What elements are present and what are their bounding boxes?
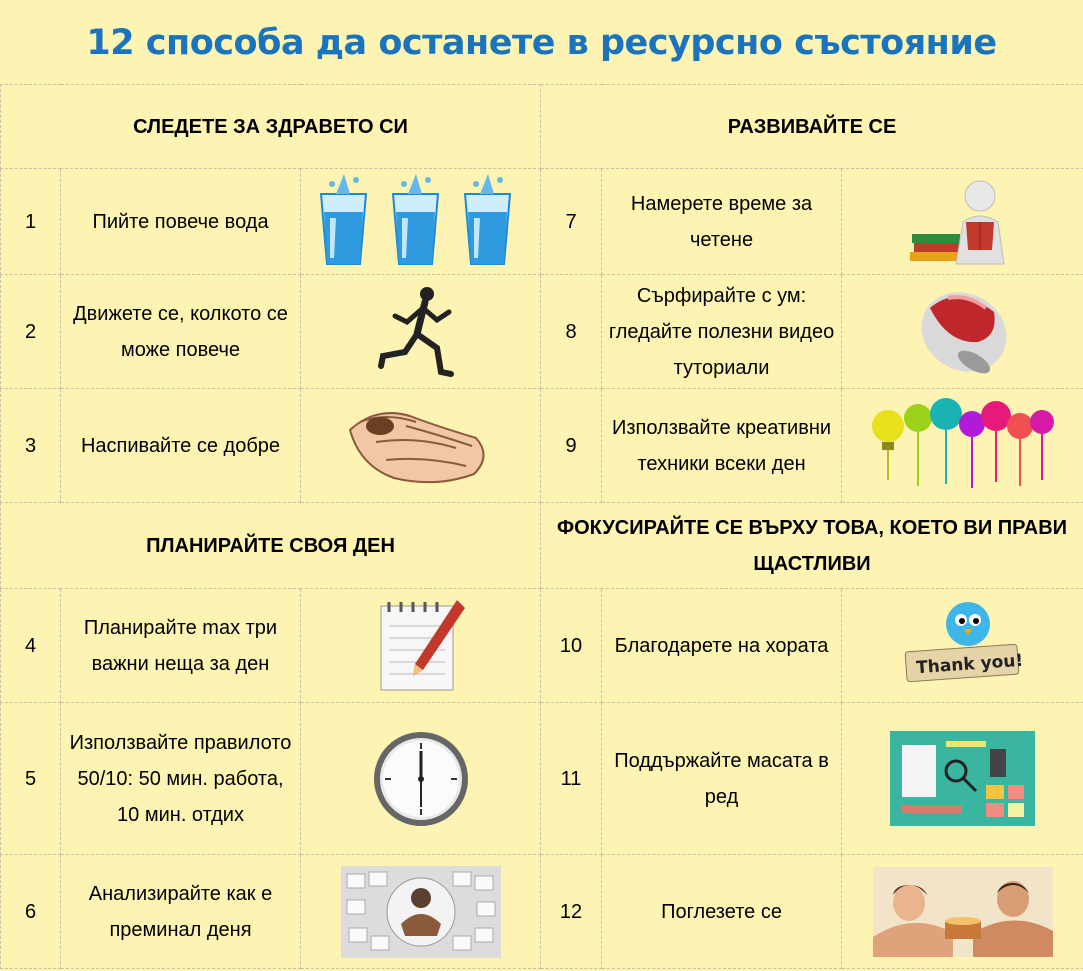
item-number: 5: [1, 703, 61, 855]
item-number: 9: [541, 389, 602, 503]
reading-figure-icon: [842, 169, 1083, 275]
item-text: Поглезете се: [602, 855, 842, 969]
section-title-health: СЛЕДЕТЕ ЗА ЗДРАВЕТО СИ: [1, 85, 541, 169]
table-row: [1, 275, 1083, 389]
spa-couple-icon: [842, 855, 1083, 969]
item-text: Сърфирайте с ум: гледайте полезни видео туториали: [602, 275, 842, 389]
item-number: 2: [1, 275, 61, 389]
thank-you-text: Thank you!: [915, 650, 1024, 678]
item-number: 1: [1, 169, 61, 275]
item-text: Благодарете на хората: [602, 589, 842, 703]
table-row: [1, 589, 1083, 703]
section-title-focus: ФОКУСИРАЙТЕ СЕ ВЪРХУ ТОВА, КОЕТО ВИ ПРАВИ ЩАСТЛИВИ: [541, 503, 1083, 589]
item-number: 11: [541, 703, 602, 855]
thinking-person-icon: [301, 855, 541, 969]
sleeping-person-icon: [301, 389, 541, 503]
section-title-develop: РАЗВИВАЙТЕ СЕ: [541, 85, 1083, 169]
item-text: Движете се, колкото се може повече: [61, 275, 301, 389]
item-text: Използвайте креативни техники всеки ден: [602, 389, 842, 503]
computer-mouse-icon: [842, 275, 1083, 389]
section-header-row: [1, 503, 1083, 589]
tidy-desk-icon: [842, 703, 1083, 855]
thank-you-bird-icon: [842, 589, 1083, 703]
water-glasses-icon: [301, 169, 541, 275]
table-row: [1, 169, 1083, 275]
section-header-row: [1, 85, 1083, 169]
table-row: [1, 389, 1083, 503]
item-text: Планирайте max три важни неща за ден: [61, 589, 301, 703]
item-text: Намерете време за четене: [602, 169, 842, 275]
item-number: 12: [541, 855, 602, 969]
item-text: Наспивайте се добре: [61, 389, 301, 503]
item-number: 6: [1, 855, 61, 969]
section-title-plan: ПЛАНИРАЙТЕ СВОЯ ДЕН: [1, 503, 541, 589]
item-number: 4: [1, 589, 61, 703]
item-text: Поддържайте масата в ред: [602, 703, 842, 855]
item-number: 10: [541, 589, 602, 703]
table-row: [1, 703, 1083, 855]
notepad-pencil-icon: [301, 589, 541, 703]
item-number: 8: [541, 275, 602, 389]
item-number: 7: [541, 169, 602, 275]
clock-icon: [301, 703, 541, 855]
light-bulbs-icon: [842, 389, 1083, 503]
table-row: [1, 855, 1083, 969]
item-number: 3: [1, 389, 61, 503]
item-text: Използвайте правилото 50/10: 50 мин. работа, 10 мин. отдих: [61, 703, 301, 855]
tips-table: [0, 84, 1083, 969]
runner-icon: [301, 275, 541, 389]
item-text: Пийте повече вода: [61, 169, 301, 275]
item-text: Анализирайте как е преминал деня: [61, 855, 301, 969]
page-title: 12 способа да останете в ресурсно състояние: [86, 23, 997, 63]
